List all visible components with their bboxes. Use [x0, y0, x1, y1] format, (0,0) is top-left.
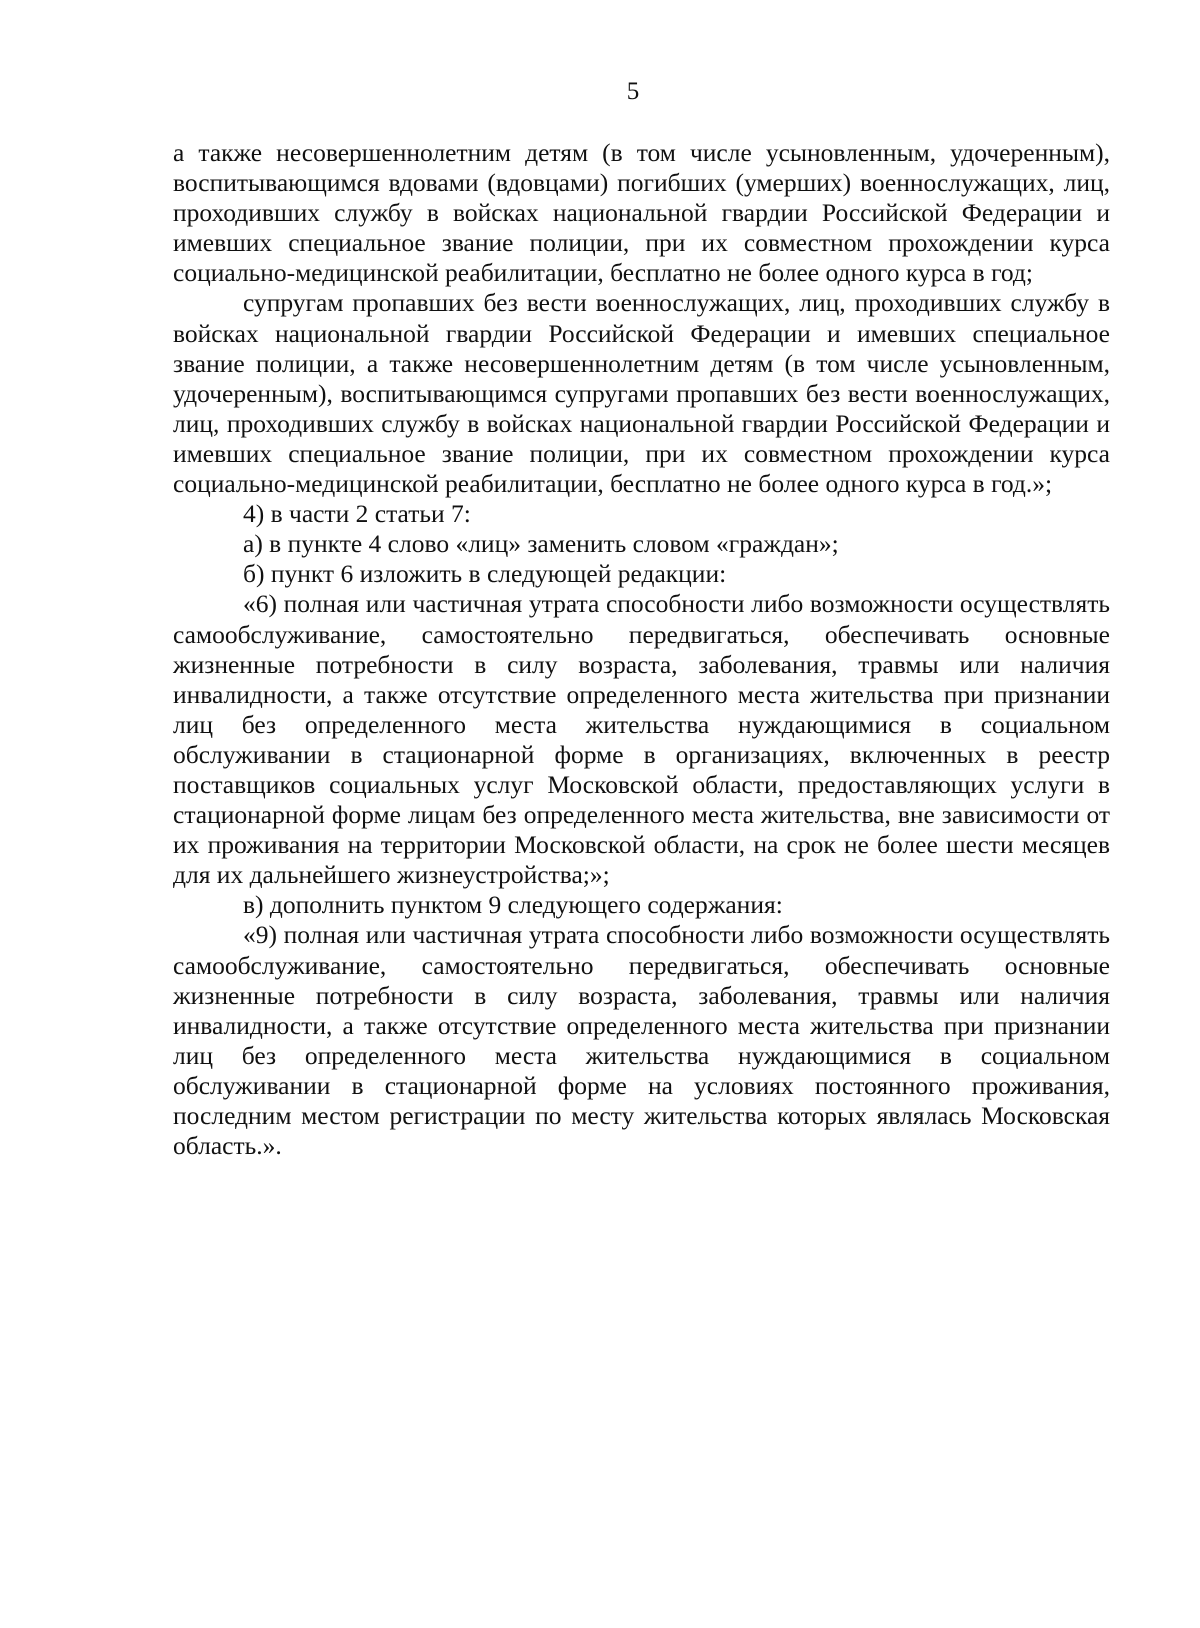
- paragraph-continuation: а также несовершеннолетним детям (в том числе усыновленным, удочеренным), воспитывающимся вдовами (вдовцами) погибших (умерших) военнослужащих, лиц, проходивших службу в войсках национальной гвардии Российской Федерации и имевших специальное звание полиции, при их совместном прохождении курса социально-медицинской реабилитации, бесплатно не более одного курса в год;: [173, 138, 1110, 288]
- paragraph-subitem-a: а) в пункте 4 слово «лиц» заменить словом «граждан»;: [243, 529, 839, 559]
- paragraph-subitem-v: в) дополнить пунктом 9 следующего содержания:: [243, 890, 783, 920]
- paragraph-spouses-missing: супругам пропавших без вести военнослужащих, лиц, проходивших службу в войсках национальной гвардии Российской Федерации и имевших специальное звание полиции, а также несовершеннолетним детям (в том числе усыновленным, удочеренным), воспитывающимся супругами пропавших без вести военнослужащих, лиц, проходивших службу в войсках национальной гвардии Российской Федерации и имевших специальное звание полиции, при их совместном прохождении курса социально-медицинской реабилитации, бесплатно не более одного курса в год.»;: [173, 288, 1110, 499]
- paragraph-item-4: 4) в части 2 статьи 7:: [243, 499, 471, 529]
- page-number: 5: [626, 78, 640, 105]
- paragraph-point-6: «6) полная или частичная утрата способности либо возможности осуществлять самообслуживание, самостоятельно передвигаться, обеспечивать основные жизненные потребности в силу возраста, заболевания, травмы или наличия инвалидности, а также отсутствие определенного места жительства при признании лиц без определенного места жительства нуждающимися в социальном обслуживании в стационарной форме в организациях, включенных в реестр поставщиков социальных услуг Московской области, предоставляющих услуги в стационарной форме лицам без определенного места жительства, вне зависимости от их проживания на территории Московской области, на срок не более шести месяцев для их дальнейшего жизнеустройства;»;: [173, 589, 1110, 890]
- document-body: [173, 138, 1110, 1161]
- paragraph-point-9: «9) полная или частичная утрата способности либо возможности осуществлять самообслуживание, самостоятельно передвигаться, обеспечивать основные жизненные потребности в силу возраста, заболевания, травмы или наличия инвалидности, а также отсутствие определенного места жительства при признании лиц без определенного места жительства нуждающимися в социальном обслуживании в стационарной форме на условиях постоянного проживания, последним местом регистрации по месту жительства которых являлась Московская область.».: [173, 920, 1110, 1161]
- paragraph-subitem-b: б) пункт 6 изложить в следующей редакции:: [243, 559, 727, 589]
